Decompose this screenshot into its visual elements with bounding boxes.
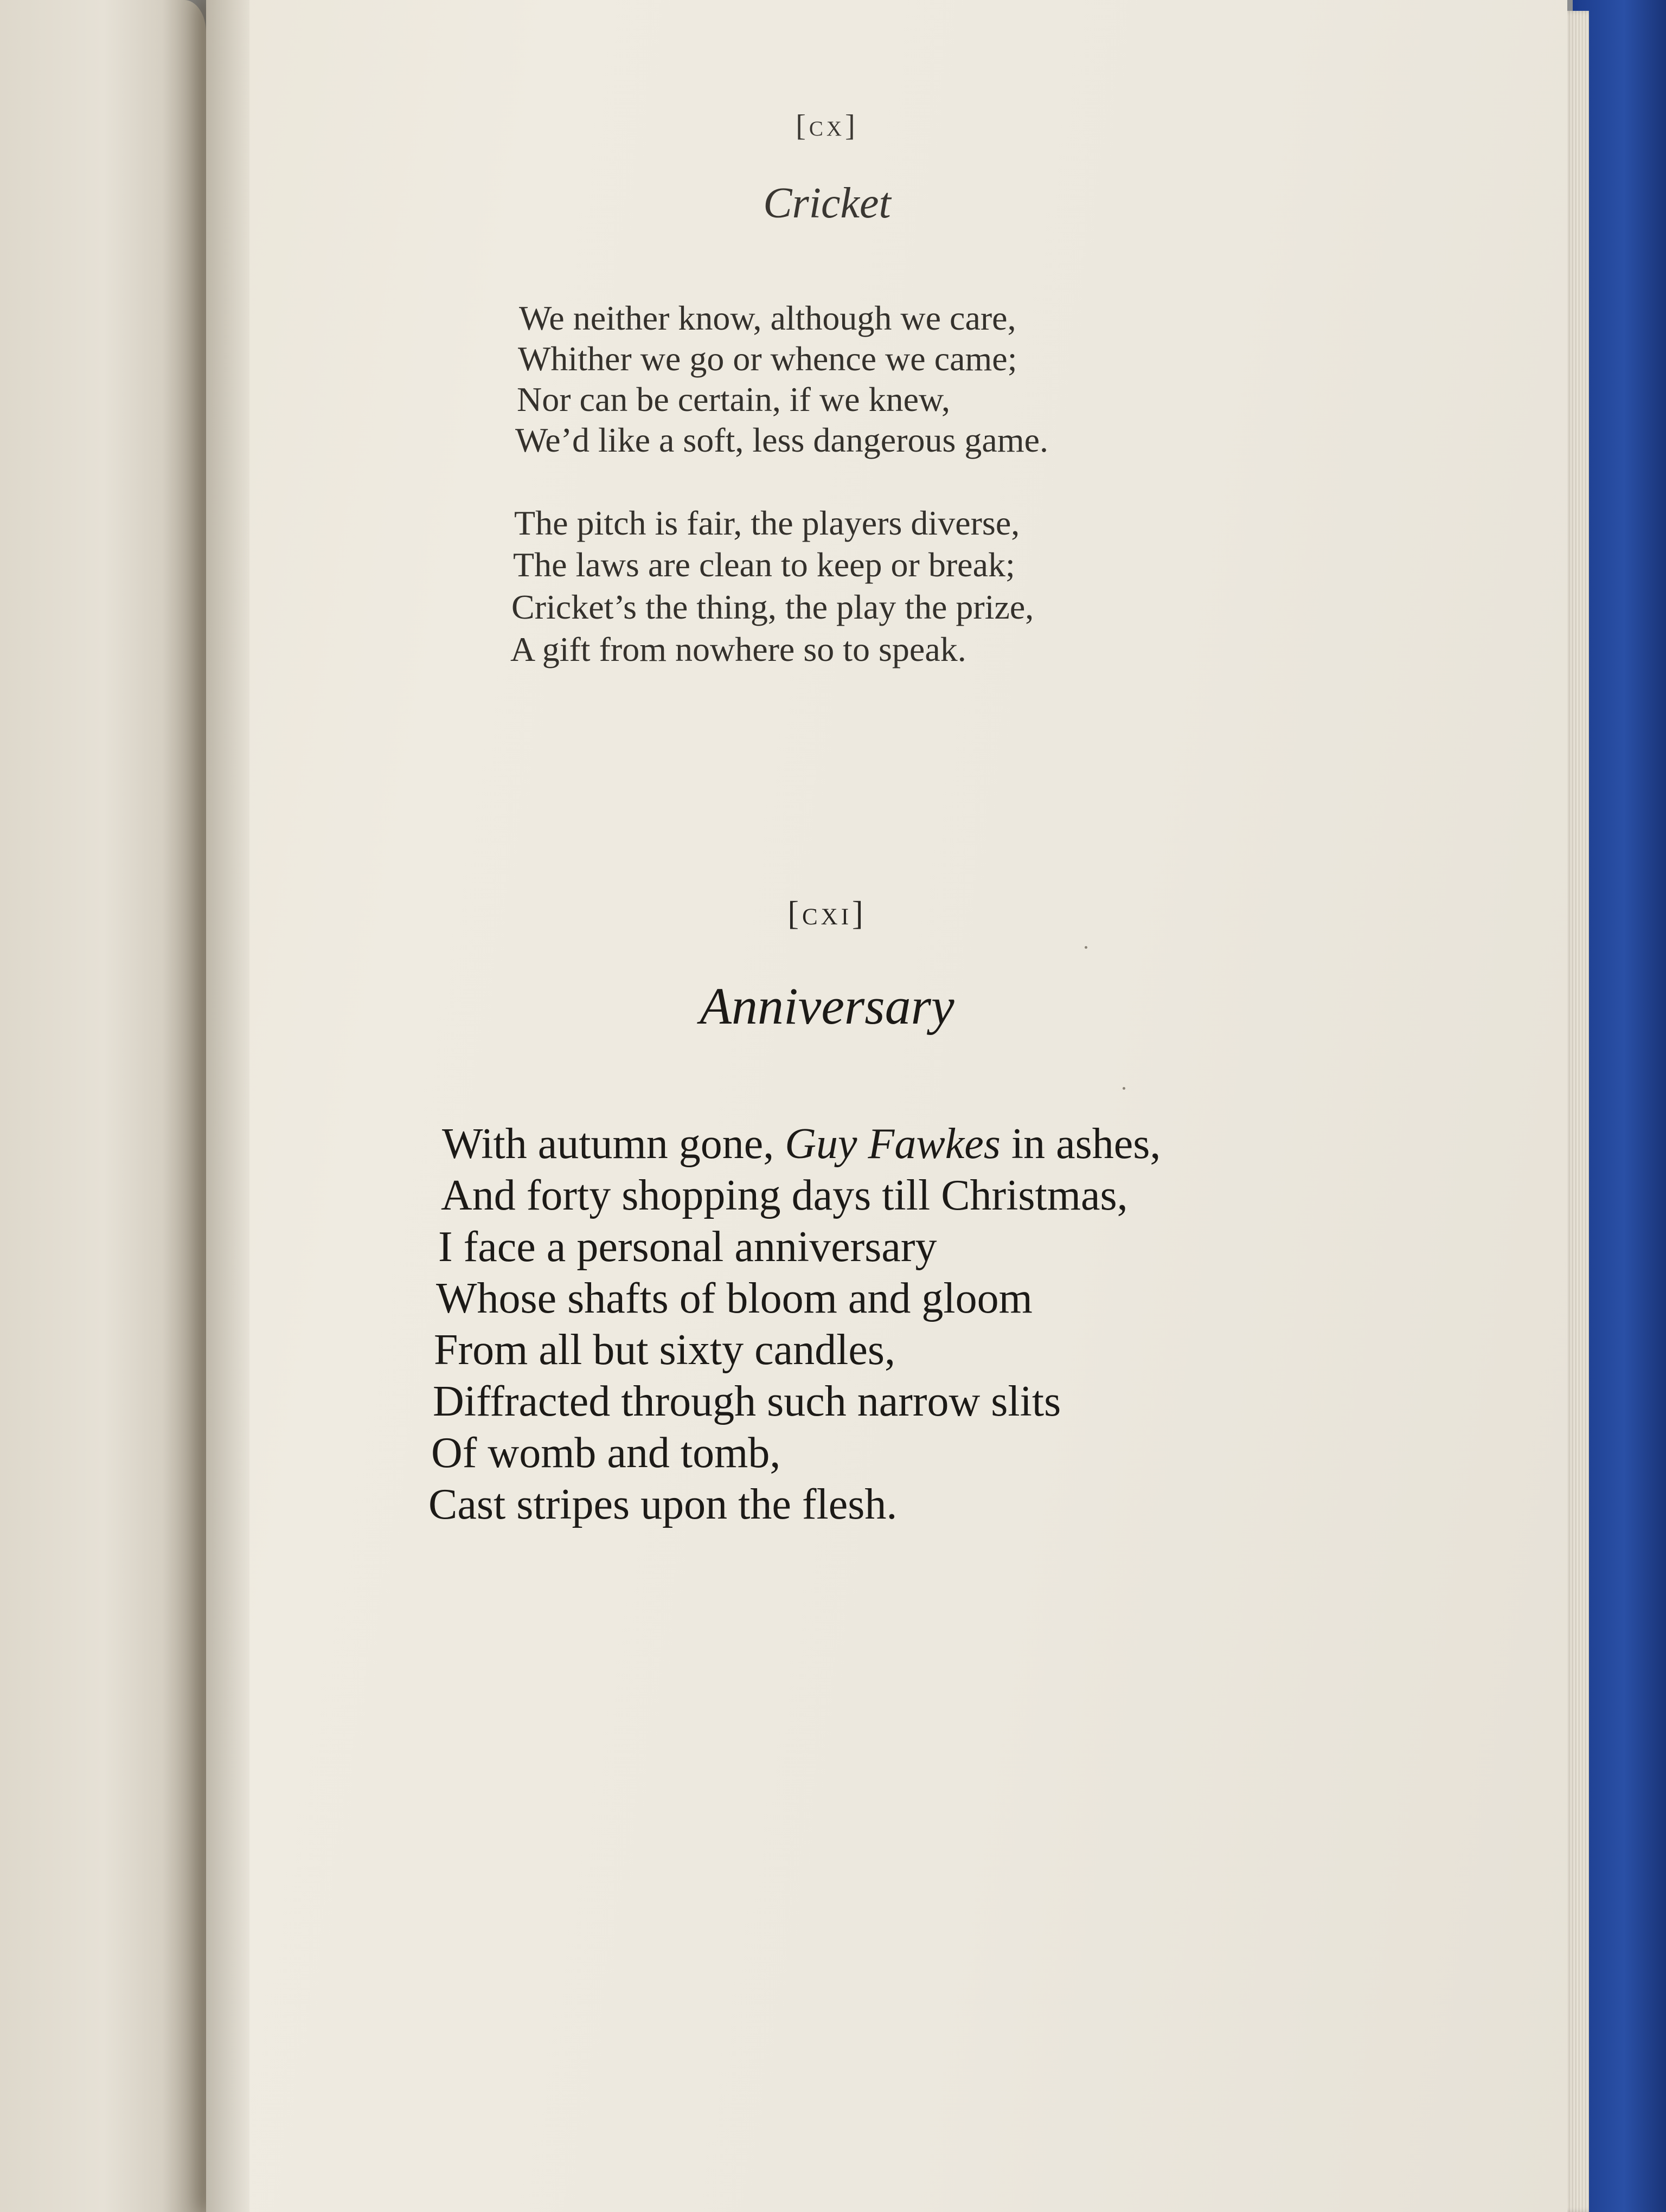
poem-line: Cast stripes upon the flesh. — [428, 1481, 898, 1528]
gutter-shadow — [163, 0, 249, 2212]
poem-line: And forty shopping days till Christmas, — [441, 1172, 1128, 1219]
italic-name: Guy Fawkes — [785, 1120, 1001, 1168]
poem-line — [442, 1120, 1161, 1169]
poem-line: We neither know, although we care, — [519, 299, 1016, 337]
poem-line: I face a personal anniversary — [438, 1223, 937, 1271]
line-text: in ashes, — [1000, 1120, 1161, 1168]
paper-fleck — [1085, 946, 1087, 949]
poem-line: Whither we go or whence we came; — [518, 339, 1017, 378]
poem-line: We’d like a soft, less dangerous game. — [515, 421, 1048, 459]
poem-line: The laws are clean to keep or break; — [513, 545, 1015, 584]
poem-title: Cricket — [763, 179, 891, 227]
poem-line: Diffracted through such narrow slits — [433, 1378, 1061, 1425]
poem-line: The pitch is fair, the players diverse, — [514, 504, 1020, 542]
poem-line: Cricket’s the thing, the play the prize, — [511, 588, 1034, 626]
poem-number: [cxi] — [787, 895, 867, 932]
poem-line: A gift from nowhere so to speak. — [510, 630, 966, 668]
poem-line: Nor can be certain, if we knew, — [517, 380, 951, 419]
poem-line: Of womb and tomb, — [431, 1429, 781, 1477]
poem-title: Anniversary — [700, 977, 954, 1035]
poem-line: Whose shafts of bloom and gloom — [436, 1275, 1033, 1322]
poem-number: [cx] — [796, 109, 858, 143]
page-content — [206, 0, 1567, 2212]
book-page — [206, 0, 1567, 2212]
paper-fleck — [1123, 1087, 1125, 1090]
line-text: With autumn gone, — [442, 1120, 785, 1168]
poem-line: From all but sixty candles, — [434, 1326, 896, 1374]
